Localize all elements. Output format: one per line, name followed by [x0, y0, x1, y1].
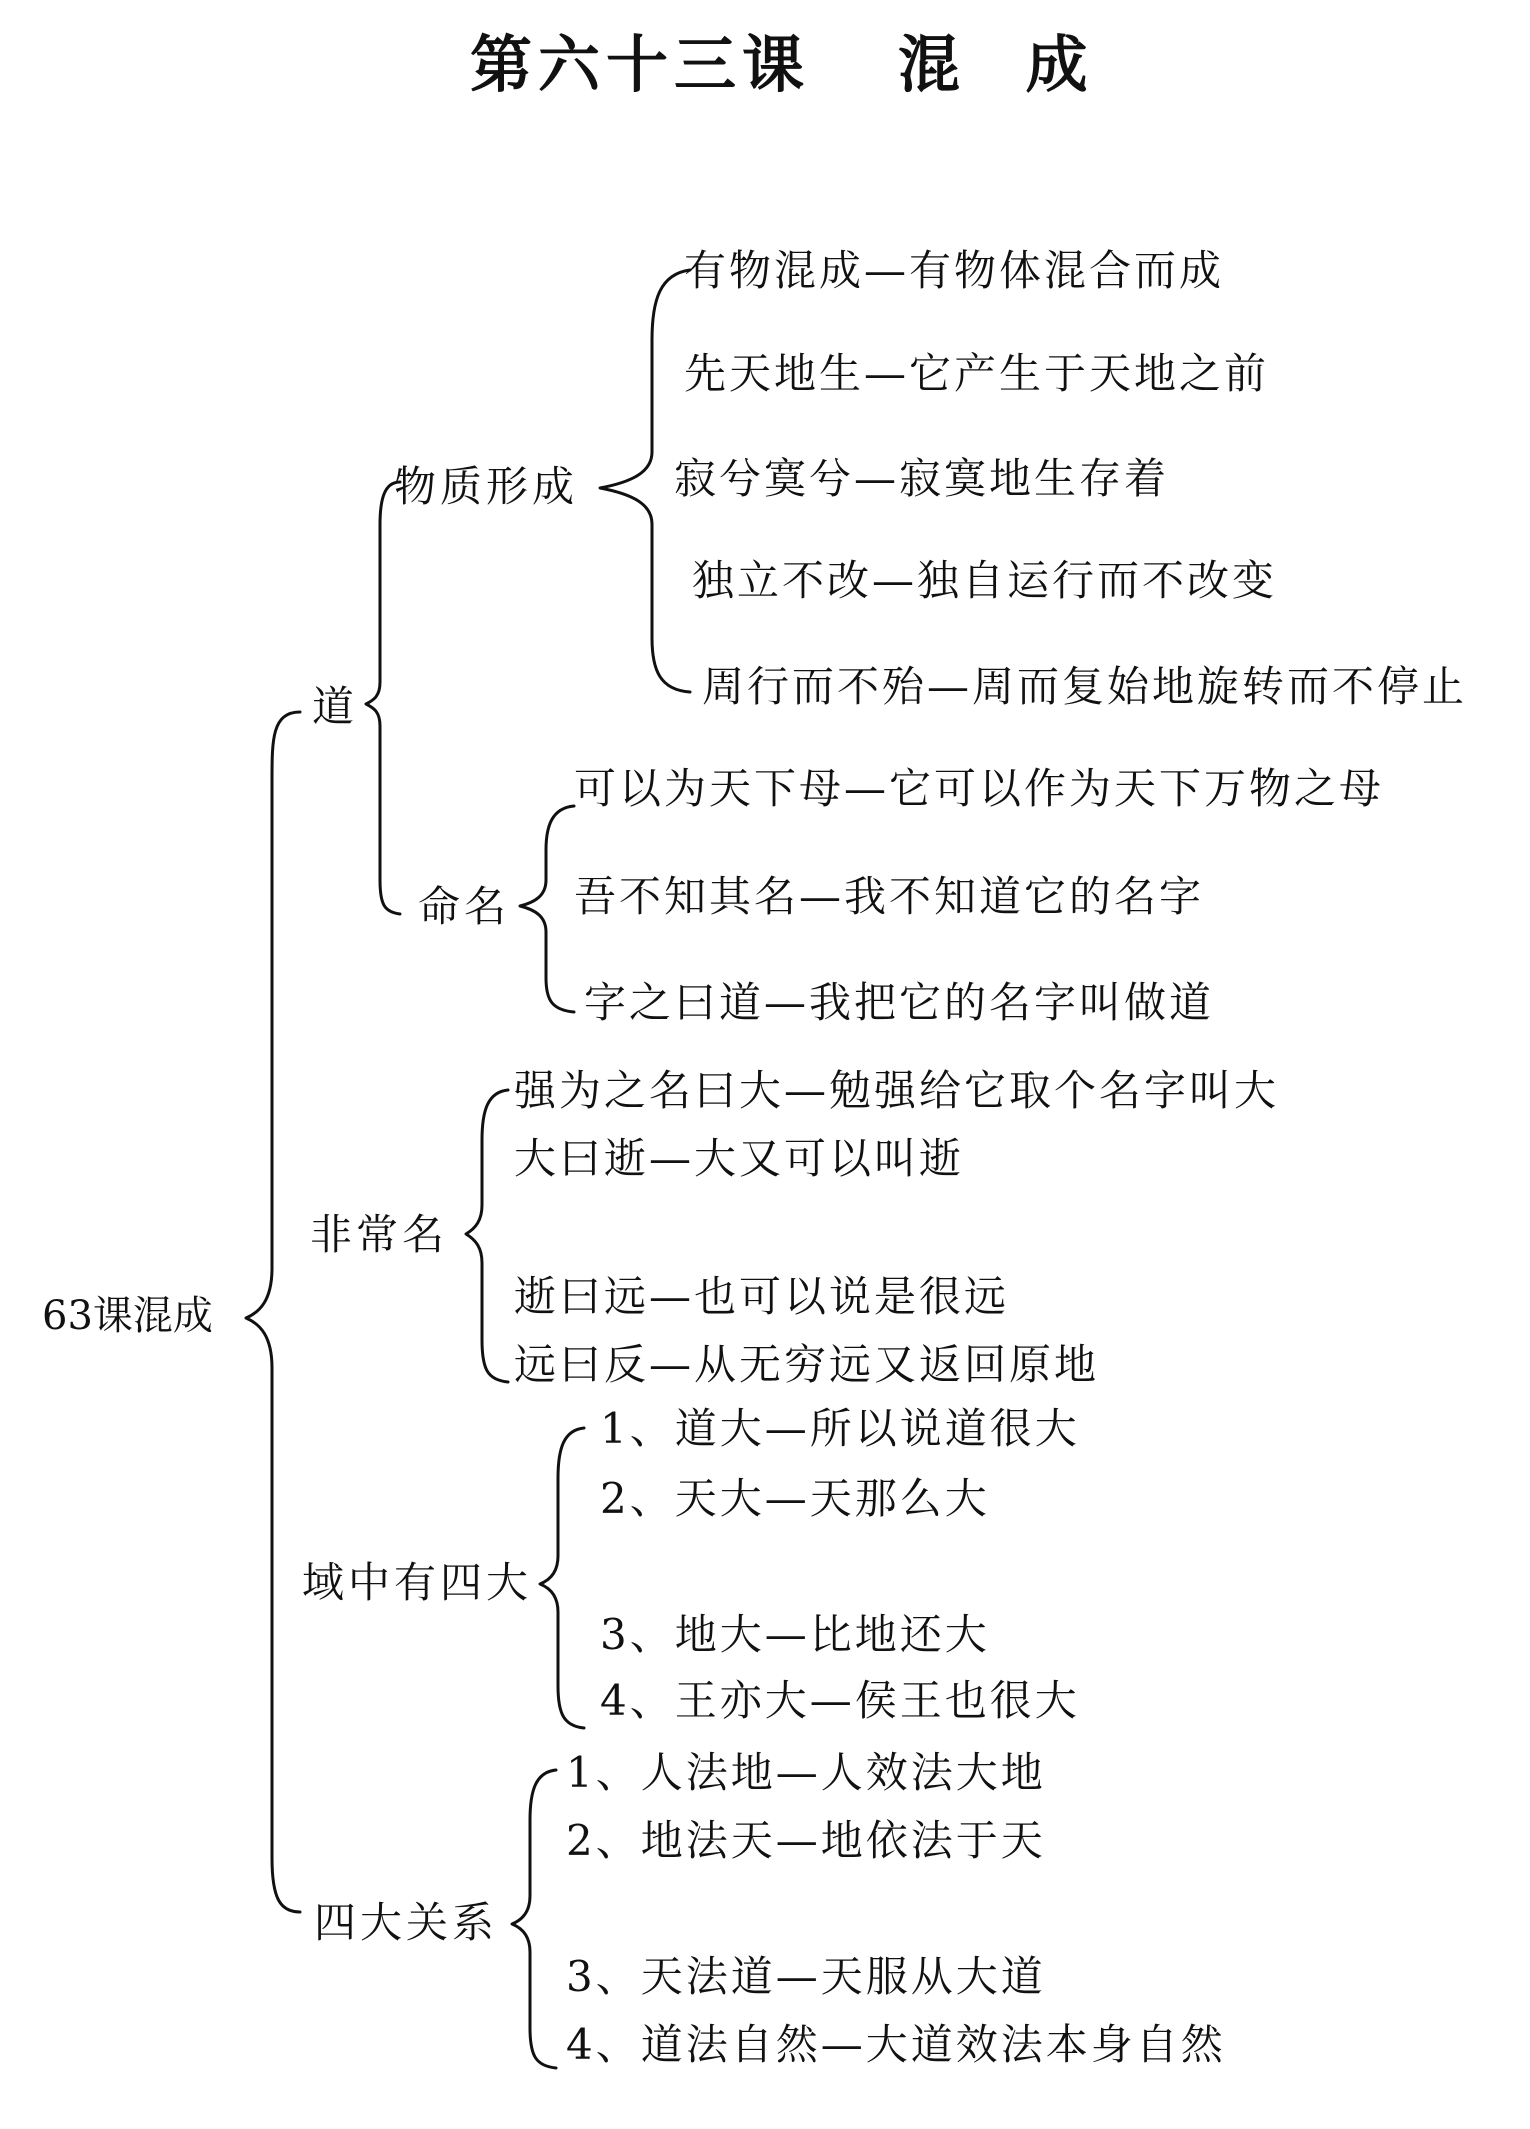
wuzhi-item: 周行而不殆—周而复始地旋转而不停止 [702, 662, 1468, 711]
node-mingming: 命名 [418, 882, 511, 931]
sida-item: 2、天大—天那么大 [600, 1474, 990, 1523]
guanxi-item: 2、地法天—地依法于天 [566, 1816, 1046, 1865]
node-sida: 域中有四大 [302, 1558, 533, 1607]
root-brace [246, 712, 300, 1912]
guanxi-brace [512, 1770, 556, 2068]
guanxi-item: 3、天法道—天服从大道 [566, 1952, 1046, 2001]
feichang-item: 逝曰远—也可以说是很远 [514, 1272, 1010, 1321]
feichang-item: 强为之名曰大—勉强给它取个名字叫大 [514, 1066, 1280, 1115]
lesson-number: 第六十三课 [470, 28, 811, 101]
sida-item: 1、道大—所以说道很大 [600, 1404, 1080, 1453]
node-feichang: 非常名 [310, 1210, 449, 1259]
wuzhi-item: 有物混成—有物体混合而成 [684, 246, 1225, 295]
lesson-name: 混 成 [898, 28, 1110, 101]
mingming-brace [520, 806, 574, 1012]
wuzhi-item: 寂兮寞兮—寂寞地生存着 [674, 454, 1170, 503]
mingming-item: 吾不知其名—我不知道它的名字 [574, 872, 1205, 921]
root-node: 63课混成 [42, 1293, 213, 1339]
wuzhi-item: 先天地生—它产生于天地之前 [684, 349, 1270, 398]
feichang-item: 大曰逝—大又可以叫逝 [514, 1134, 965, 1183]
dao-brace [366, 482, 400, 914]
node-wuzhi: 物质形成 [394, 462, 579, 511]
sida-item: 3、地大—比地还大 [600, 1610, 990, 1659]
guanxi-item: 4、道法自然—大道效法本身自然 [566, 2020, 1226, 2069]
mingming-item: 可以为天下母—它可以作为天下万物之母 [574, 764, 1385, 813]
node-dao: 道 [312, 682, 359, 731]
node-guanxi: 四大关系 [314, 1898, 499, 1947]
feichang-brace [466, 1090, 508, 1382]
wuzhi-item: 独立不改—独自运行而不改变 [692, 556, 1278, 605]
mingming-item: 字之曰道—我把它的名字叫做道 [584, 978, 1215, 1027]
sida-brace [540, 1428, 584, 1728]
guanxi-item: 1、人法地—人效法大地 [566, 1748, 1046, 1797]
feichang-item: 远曰反—从无穷远又返回原地 [514, 1340, 1100, 1389]
sida-item: 4、王亦大—侯王也很大 [600, 1676, 1080, 1725]
